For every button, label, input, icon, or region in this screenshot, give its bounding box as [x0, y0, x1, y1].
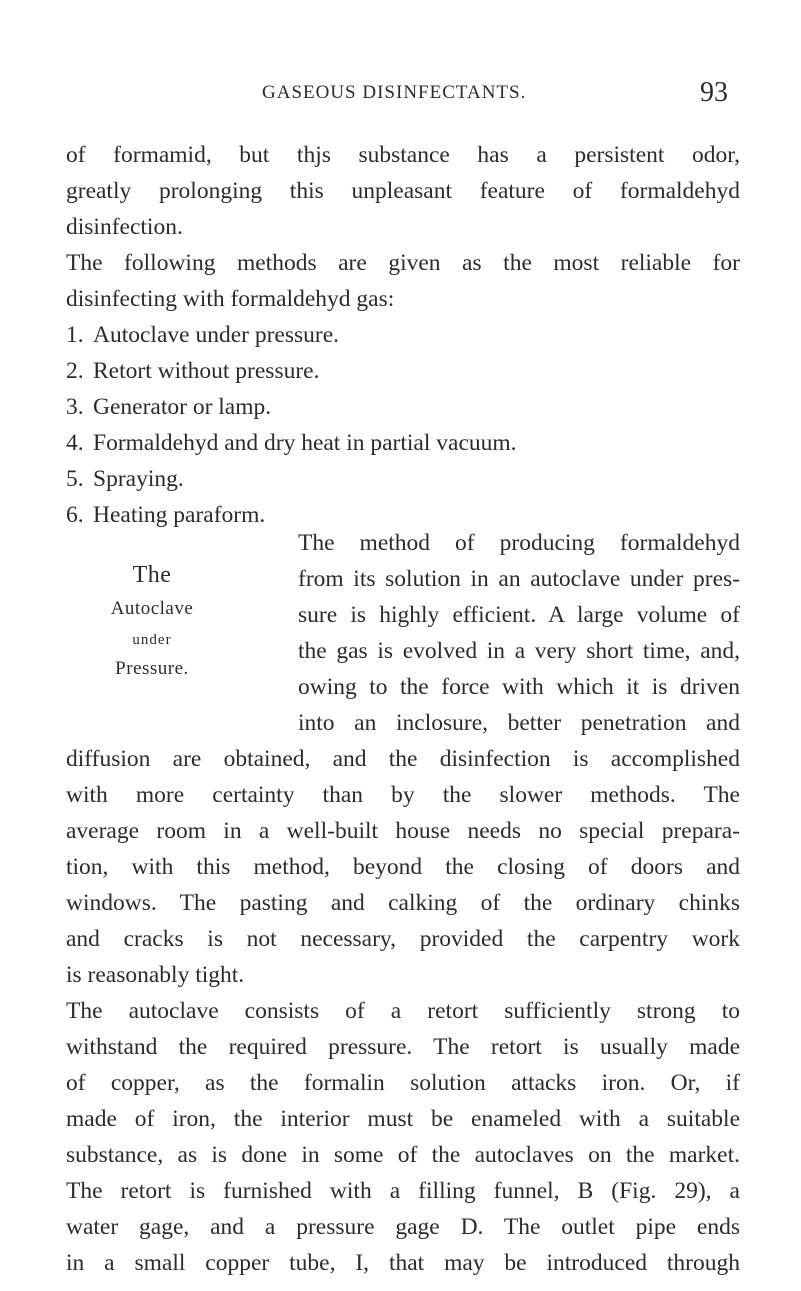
list-text: Autoclave under pressure.	[93, 322, 340, 348]
body-line: sure is highly efficient. A large volume of	[298, 602, 740, 628]
body-line: with more certainty than by the slower methods. The	[66, 782, 740, 808]
list-text: Spraying.	[93, 466, 184, 492]
body-line: greatly prolonging this unpleasant feature of formaldehyd	[66, 178, 740, 204]
body-line: windows. The pasting and calking of the ordinary chinks	[66, 890, 740, 916]
body-line: and cracks is not necessary, provided the carpentry work	[66, 926, 740, 952]
body-line: The autoclave consists of a retort sufficiently strong to	[66, 998, 740, 1024]
body-line: disinfection.	[66, 214, 183, 240]
list-number: 5.	[66, 466, 84, 492]
body-line: diffusion are obtained, and the disinfection is accomplished	[66, 746, 740, 772]
list-number: 2.	[66, 358, 84, 384]
list-number: 4.	[66, 430, 84, 456]
side-note-the: The	[132, 562, 172, 588]
list-number: 1.	[66, 322, 84, 348]
running-head	[0, 77, 801, 112]
running-title: GASEOUS DISINFECTANTS.	[262, 82, 527, 103]
body-line: disinfecting with formaldehyd gas:	[66, 286, 395, 312]
list-item	[66, 461, 740, 497]
body-line: withstand the required pressure. The retort is usually made	[66, 1034, 740, 1060]
body-line: from its solution in an autoclave under pres-	[298, 566, 740, 592]
list-text: Heating paraform.	[93, 502, 266, 528]
list-number: 6.	[66, 502, 84, 528]
body-line: the gas is evolved in a very short time, and,	[298, 638, 740, 664]
body-line: made of iron, the interior must be enameled with a suitable	[66, 1106, 740, 1132]
list-item	[66, 353, 740, 389]
body-line: of formamid, but thjs substance has a persistent odor,	[66, 142, 740, 168]
body-line: is reasonably tight.	[66, 962, 245, 988]
list-item	[66, 389, 740, 425]
side-note-pressure: Pressure.	[115, 658, 189, 679]
side-note-under: under	[132, 632, 172, 648]
body-line: owing to the force with which it is driven	[298, 674, 740, 700]
list-number: 3.	[66, 394, 84, 420]
body-line: substance, as is done in some of the autoclaves on the market.	[66, 1142, 740, 1168]
list-item	[66, 317, 740, 353]
body-line: The method of producing formaldehyd	[298, 530, 740, 556]
body-line: of copper, as the formalin solution attacks iron. Or, if	[66, 1070, 740, 1096]
list-item	[66, 425, 740, 461]
body-line: in a small copper tube, I, that may be introduced through	[66, 1250, 740, 1276]
list-text: Formaldehyd and dry heat in partial vacuum.	[93, 430, 517, 456]
body-line: water gage, and a pressure gage D. The outlet pipe ends	[66, 1214, 740, 1240]
body-line: into an inclosure, better penetration and	[298, 710, 740, 736]
body-line: tion, with this method, beyond the closing of doors and	[66, 854, 740, 880]
body-line: average room in a well-built house needs no special prepara-	[66, 818, 740, 844]
body-line: The following methods are given as the most reliable for	[66, 250, 740, 276]
page-number: 93	[700, 77, 728, 108]
list-text: Retort without pressure.	[93, 358, 320, 384]
side-note-autoclave: Autoclave	[110, 598, 194, 619]
list-text: Generator or lamp.	[93, 394, 272, 420]
body-line: The retort is furnished with a filling funnel, B (Fig. 29), a	[66, 1178, 740, 1204]
